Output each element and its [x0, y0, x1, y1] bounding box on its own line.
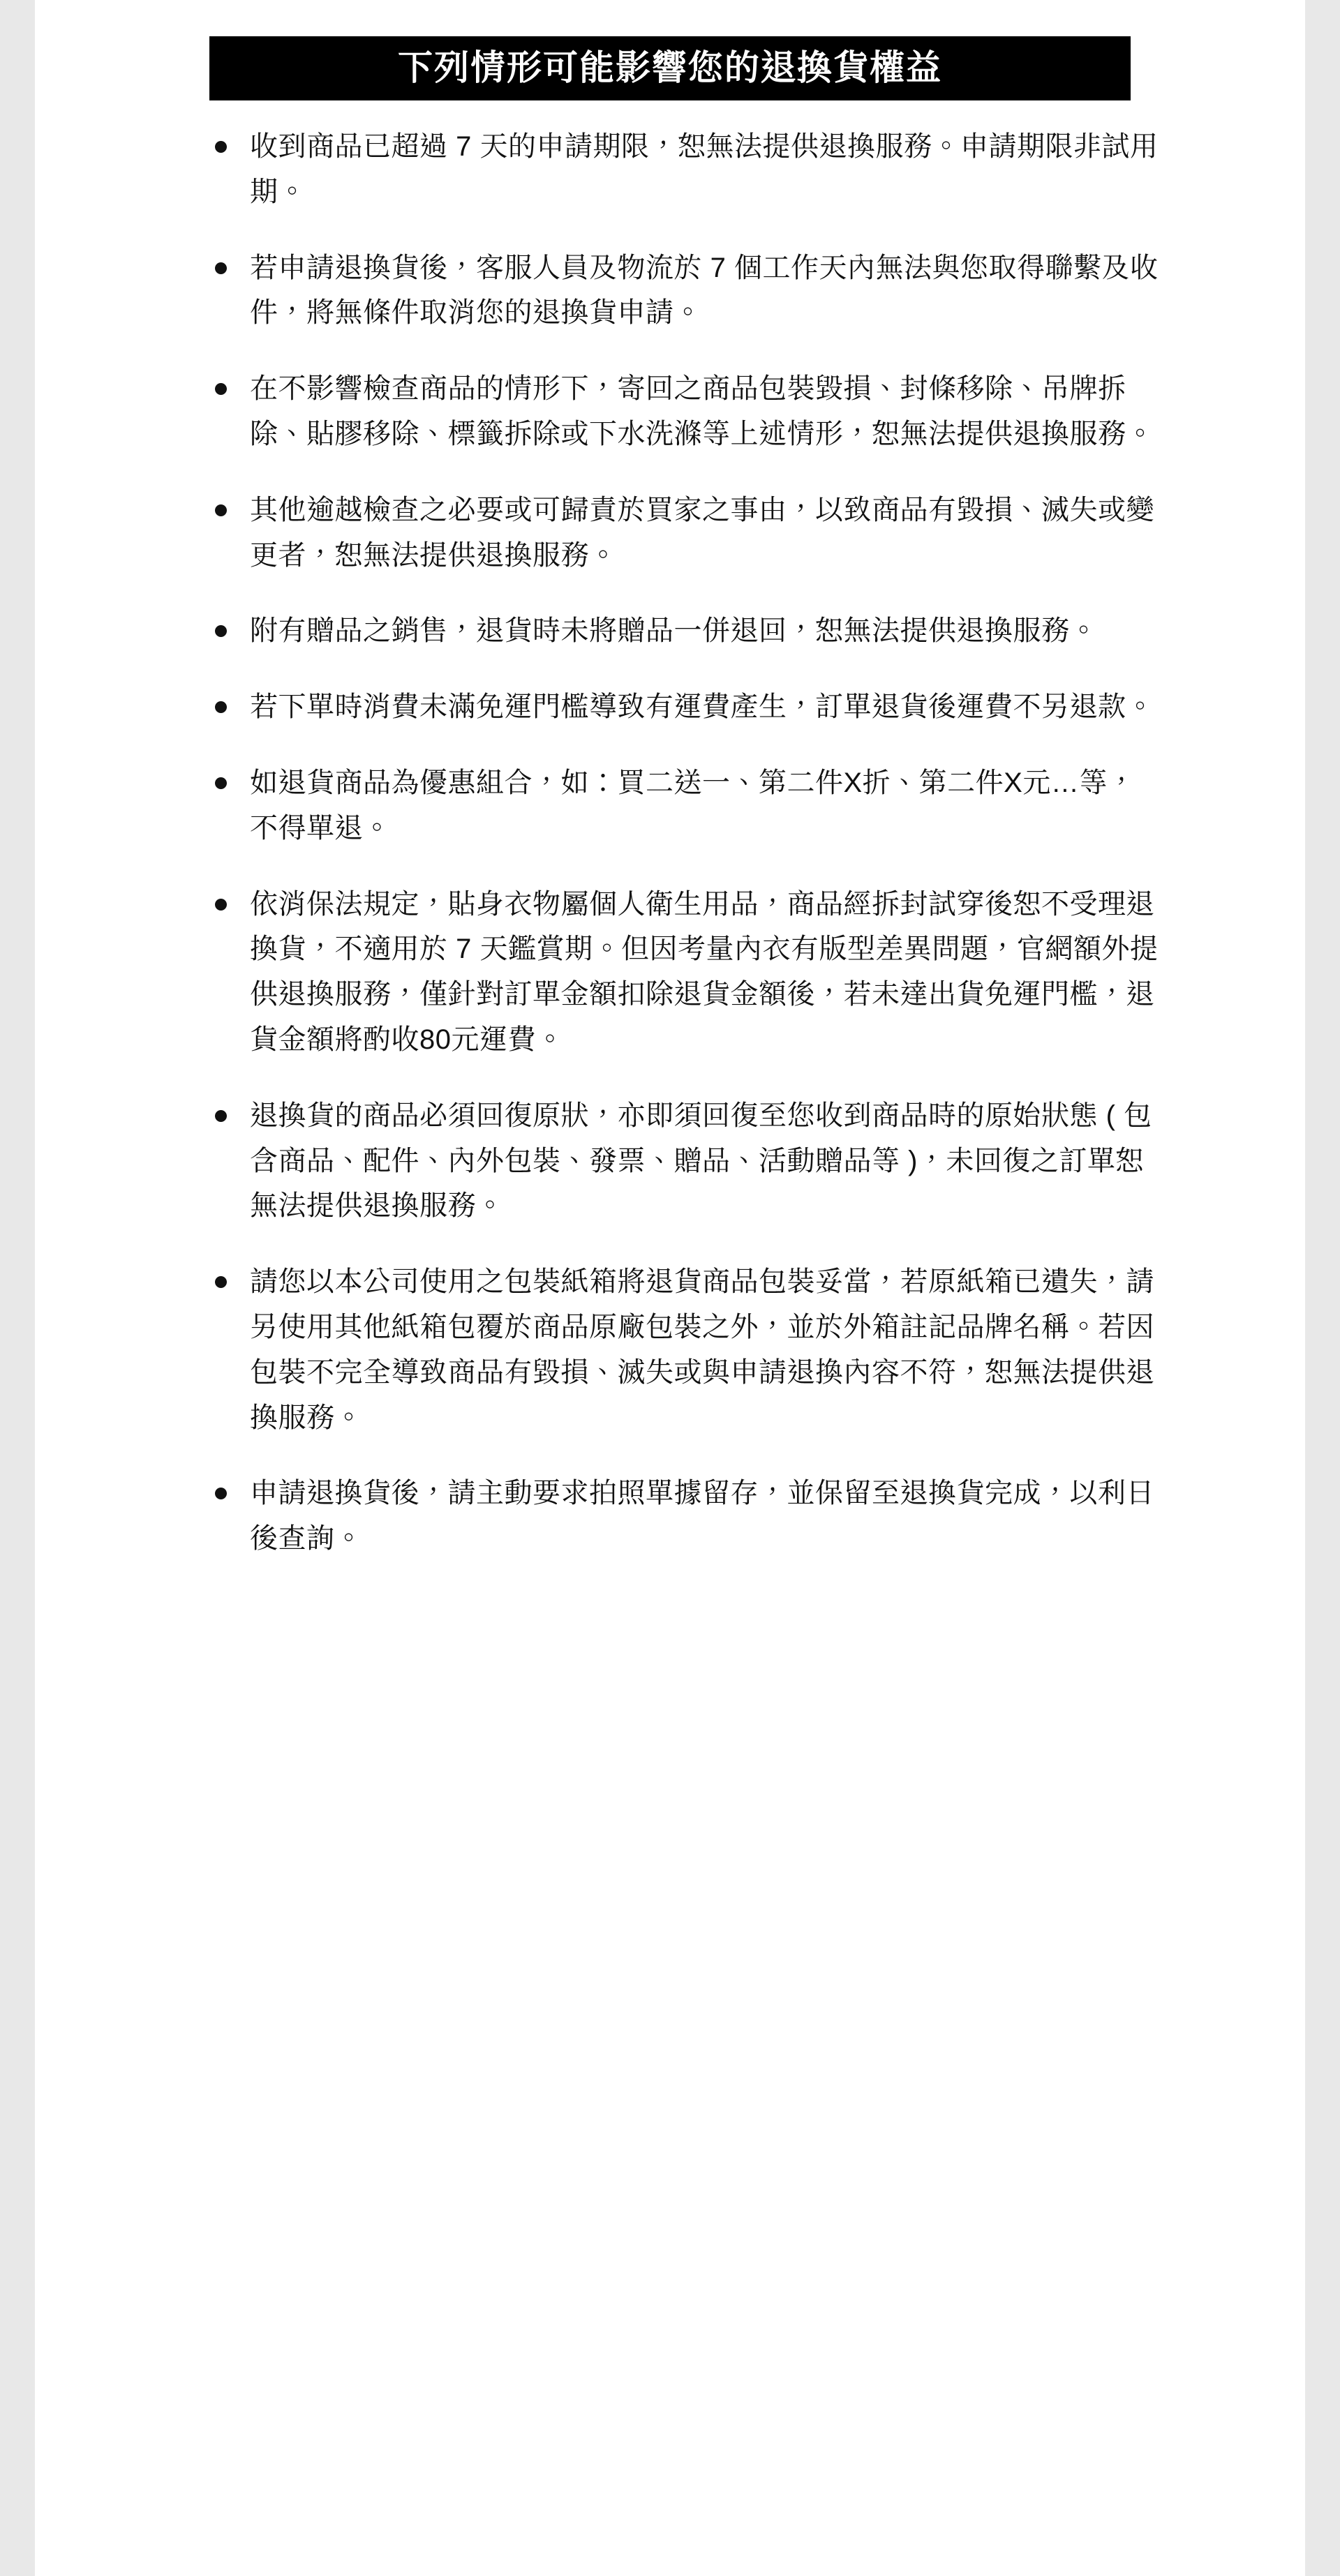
list-item-text: 若下單時消費未滿免運門檻導致有運費產生，訂單退貨後運費不另退款。	[250, 691, 1154, 723]
list-item-text: 請您以本公司使用之包裝紙箱將退貨商品包裝妥當，若原紙箱已遺失，請另使用其他紙箱包覆於商品原廠包裝之外，並於外箱註記品牌名稱。若因包裝不完全導致商品有毀損、滅失或與申請退換內容不符，恕無法提供退換服務。	[250, 1266, 1154, 1433]
list-item	[209, 1259, 1159, 1440]
list-item	[209, 488, 1159, 578]
list-item	[209, 761, 1159, 851]
list-item-text: 如退貨商品為優惠組合，如：買二送一、第二件X折、第二件X元…等，不得單退。	[250, 767, 1136, 844]
notice-list	[181, 124, 1159, 1562]
content-sheet	[35, 0, 1305, 2576]
list-item-text: 退換貨的商品必須回復原狀，亦即須回復至您收到商品時的原始狀態 ( 包含商品、配件、內外包裝、發票、贈品、活動贈品等 )，未回復之訂單恕無法提供退換服務。	[250, 1100, 1152, 1222]
list-item-text: 依消保法規定，貼身衣物屬個人衛生用品，商品經拆封試穿後恕不受理退換貨，不適用於 7 天鑑賞期。但因考量內衣有版型差異問題，官網額外提供退換服務，僅針對訂單金額扣除退貨金額後，若未達出貨免運門檻，退貨金額將酌收80元運費。	[250, 888, 1159, 1055]
list-item-text: 申請退換貨後，請主動要求拍照單據留存，並保留至退換貨完成，以利日後查詢。	[250, 1478, 1154, 1555]
content-inner	[181, 36, 1159, 1562]
list-item	[209, 366, 1159, 457]
list-item	[209, 882, 1159, 1063]
list-item	[209, 684, 1159, 730]
list-item	[209, 608, 1159, 654]
list-item-text: 若申請退換貨後，客服人員及物流於 7 個工作天內無法與您取得聯繫及收件，將無條件取消您的退換貨申請。	[250, 252, 1159, 329]
list-item	[209, 1471, 1159, 1562]
list-item-text: 其他逾越檢查之必要或可歸責於買家之事由，以致商品有毀損、滅失或變更者，恕無法提供退換服務。	[250, 494, 1154, 571]
list-item	[209, 1093, 1159, 1229]
page-title: 下列情形可能影響您的退換貨權益	[209, 36, 1131, 100]
list-item-text: 附有贈品之銷售，退貨時未將贈品一併退回，恕無法提供退換服務。	[250, 615, 1098, 647]
list-item	[209, 124, 1159, 215]
list-item-text: 收到商品已超過 7 天的申請期限，恕無法提供退換服務。申請期限非試用期。	[250, 131, 1159, 207]
list-item	[209, 246, 1159, 336]
list-item-text: 在不影響檢查商品的情形下，寄回之商品包裝毀損、封條移除、吊牌拆除、貼膠移除、標籤拆除或下水洗滌等上述情形，恕無法提供退換服務。	[250, 373, 1154, 449]
